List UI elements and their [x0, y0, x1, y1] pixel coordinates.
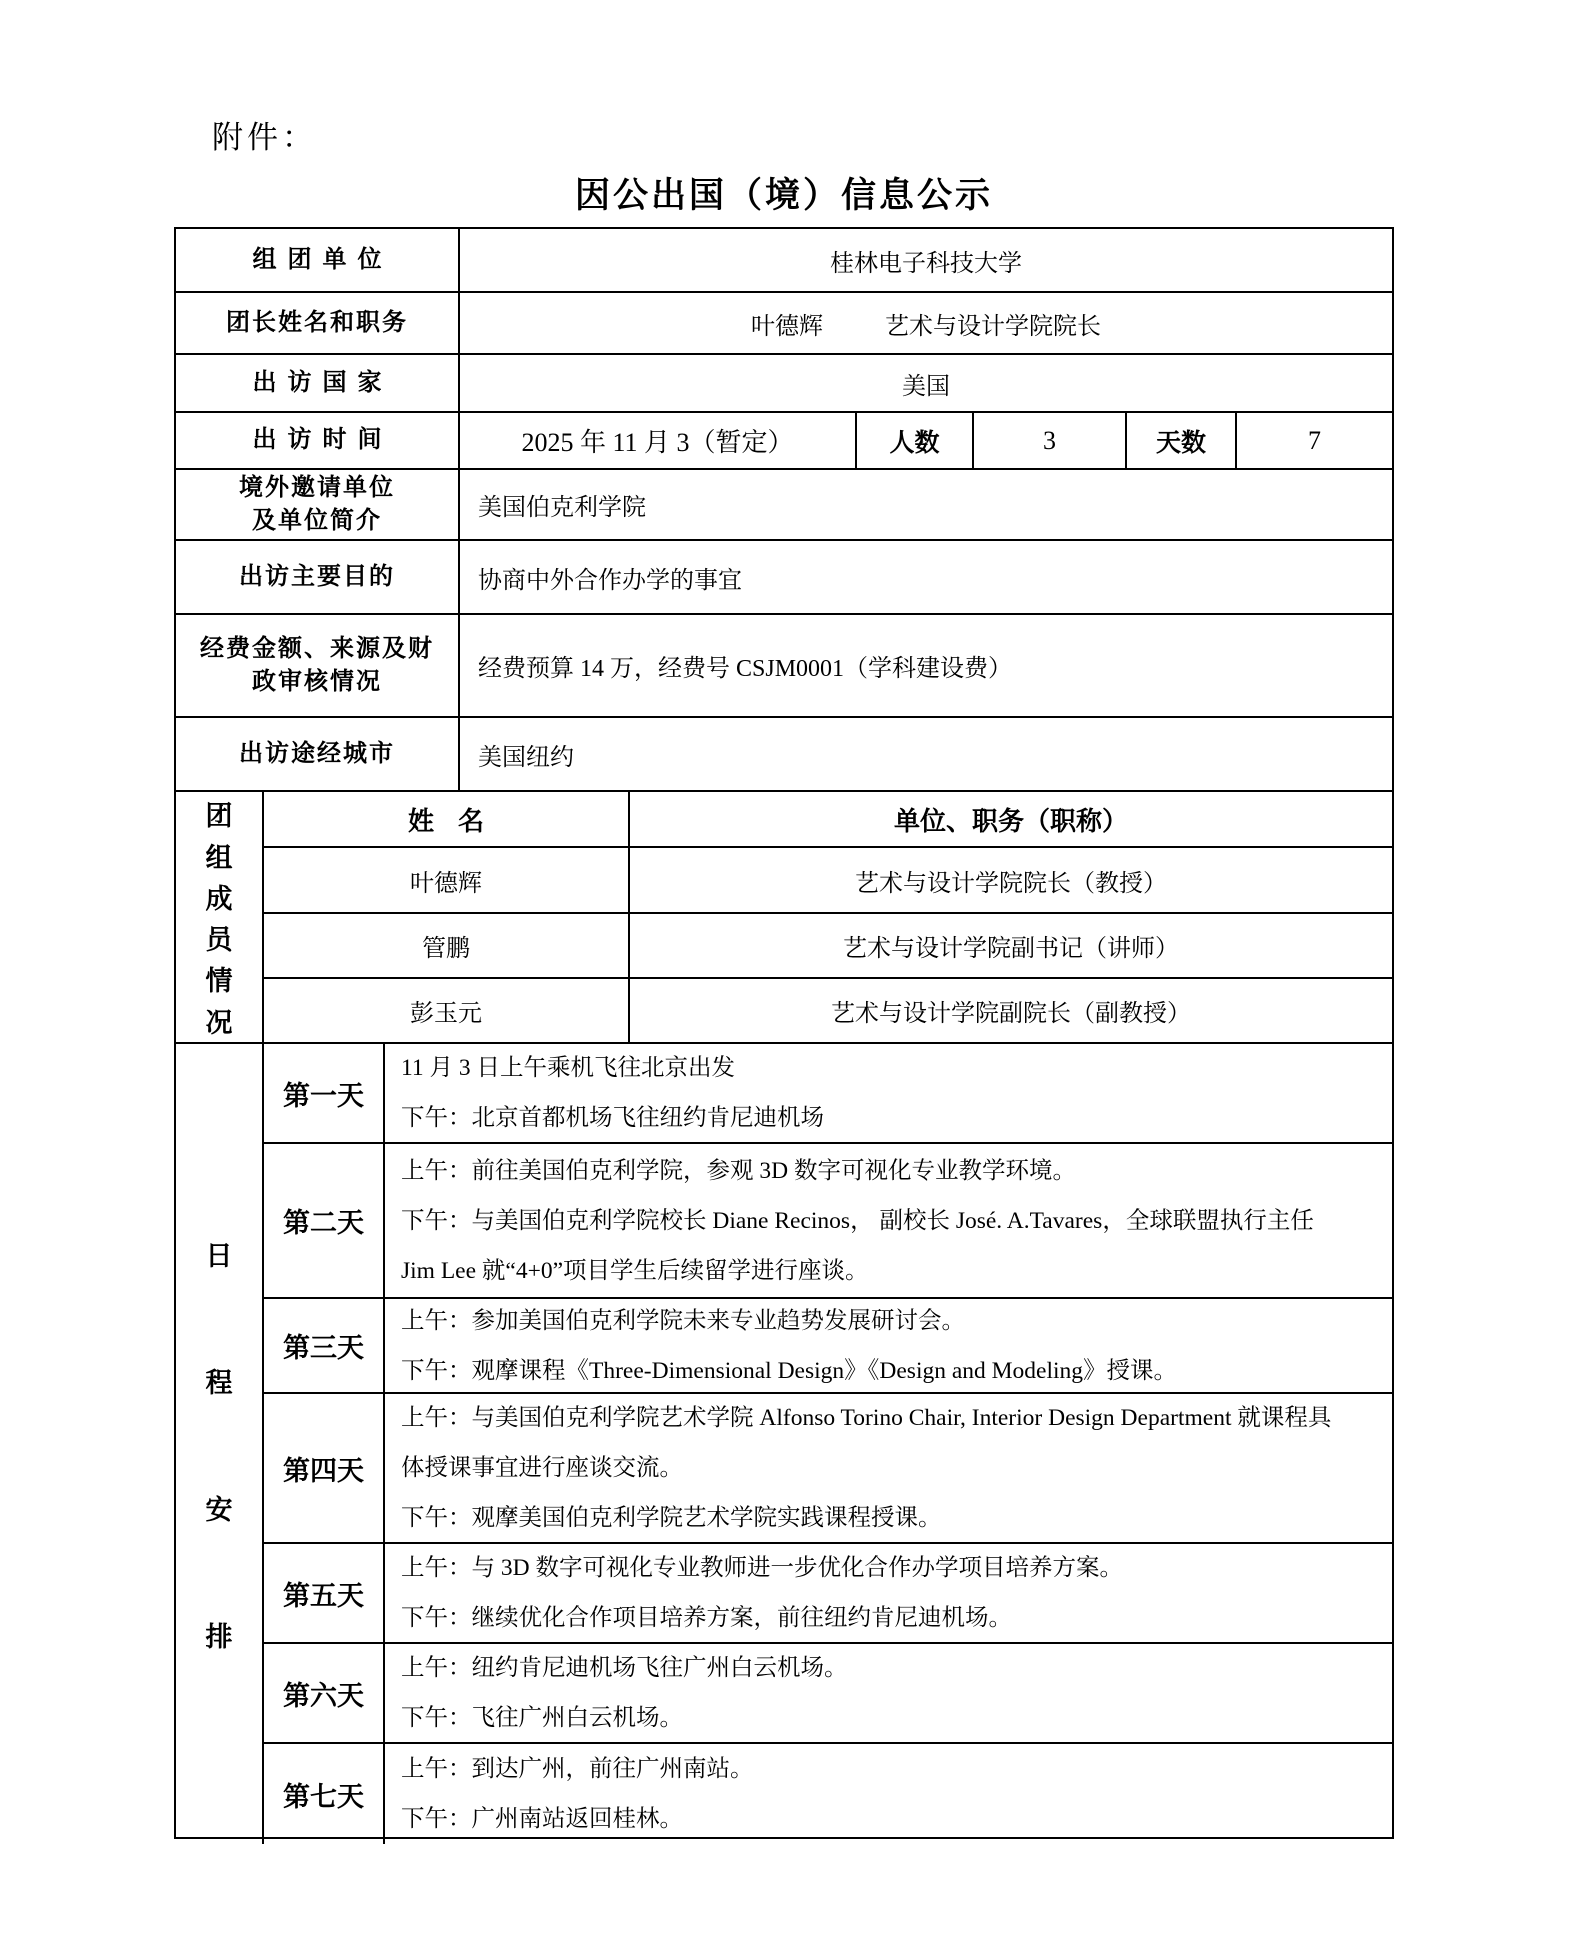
member-name: 叶德辉 [264, 848, 630, 912]
am-line: 上午：到达广州，前往广州南站。 [401, 1756, 754, 1782]
budget-label: 经费金额、来源及财 政审核情况 [176, 615, 460, 716]
day-content [385, 1144, 1392, 1297]
schedule-row-day5 [264, 1544, 1392, 1644]
day-content [385, 1299, 1392, 1392]
member-title: 艺术与设计学院院长（教授） [855, 870, 1167, 897]
leader-label: 团长姓名和职务 [176, 293, 460, 353]
schedule-row-day3 [264, 1299, 1392, 1394]
transit-cities-value: 美国纽约 [478, 744, 574, 771]
members-group-label: 团 组 成 员 情 况 [176, 792, 264, 1042]
leader-value [460, 293, 1392, 353]
days-count-label: 天数 [1127, 413, 1237, 468]
row-inviting-unit [176, 470, 1392, 541]
day-label: 第七天 [264, 1744, 385, 1844]
section-schedule [176, 1044, 1392, 1844]
days-count-value: 7 [1308, 425, 1321, 455]
am-line: 上午：与美国伯克利学院艺术学院 Alfonso Torino Chair, Interior Design Department 就课程具体授课事宜进行座谈交流。 [401, 1405, 1332, 1481]
pm-line: 下午：继续优化合作项目培养方案，前往纽约肯尼迪机场。 [401, 1605, 1012, 1631]
schedule-row-day1 [264, 1044, 1392, 1144]
am-line: 11 月 3 日上午乘机飞往北京出发 [401, 1055, 736, 1081]
member-row [264, 848, 1392, 914]
pm-line: 下午：飞往广州白云机场。 [401, 1705, 683, 1731]
schedule-row-day6 [264, 1644, 1392, 1744]
member-name: 彭玉元 [264, 979, 630, 1042]
member-row [264, 979, 1392, 1042]
transit-cities-label: 出访途经城市 [176, 718, 460, 790]
member-row [264, 914, 1392, 979]
member-name: 管鹏 [264, 914, 630, 977]
organizing-unit-label: 组团单位 [176, 229, 460, 291]
members-header-row [264, 792, 1392, 848]
section-members [176, 792, 1392, 1044]
people-count-value: 3 [974, 413, 1127, 468]
leader-title: 艺术与设计学院院长 [885, 313, 1101, 340]
member-title: 艺术与设计学院副院长（副教授） [831, 1001, 1191, 1027]
row-budget [176, 615, 1392, 718]
pm-line: 下午：广州南站返回桂林。 [401, 1806, 683, 1832]
day-content [385, 1544, 1392, 1642]
member-title-header: 单位、职务（职称） [893, 805, 1128, 836]
day-content [385, 1644, 1392, 1742]
people-count-label: 人数 [857, 413, 974, 468]
day-content [385, 1044, 1392, 1142]
row-destination-country [176, 355, 1392, 413]
schedule-row-day7 [264, 1744, 1392, 1844]
travel-time-label: 出访时间 [176, 413, 460, 468]
main-purpose-label: 出访主要目的 [176, 541, 460, 613]
inviting-unit-value: 美国伯克利学院 [478, 495, 646, 521]
schedule-row-day2 [264, 1144, 1392, 1299]
destination-country-value: 美国 [902, 373, 950, 400]
destination-country-label: 出访国家 [176, 355, 460, 411]
am-line: 上午：与 3D 数字可视化专业教师进一步优化合作办学项目培养方案。 [401, 1555, 1123, 1581]
day-label: 第三天 [264, 1299, 385, 1392]
member-name-header: 姓名 [264, 792, 630, 846]
main-purpose-value: 协商中外合作办学的事宜 [478, 567, 742, 594]
day-content [385, 1394, 1392, 1542]
day-label: 第四天 [264, 1394, 385, 1542]
inviting-unit-label: 境外邀请单位 及单位简介 [176, 470, 460, 539]
page-title: 因公出国（境）信息公示 [574, 176, 993, 215]
row-leader [176, 293, 1392, 355]
schedule-group-label: 日 程 安 排 [176, 1044, 264, 1844]
row-organizing-unit [176, 229, 1392, 293]
row-travel-time [176, 413, 1392, 470]
attachment-label: 附件： [212, 120, 317, 155]
day-label: 第六天 [264, 1644, 385, 1742]
row-main-purpose [176, 541, 1392, 615]
info-table [174, 227, 1394, 1839]
day-label: 第五天 [264, 1544, 385, 1642]
pm-line: 下午：与美国伯克利学院校长 Diane Recinos， 副校长 José. A.Tavares，全球联盟执行主任 Jim Lee 就“4+0”项目学生后续留学进行座谈。 [401, 1207, 1314, 1284]
travel-time-value: 2025 年 11 月 3（暂定） [460, 413, 857, 468]
day-label: 第二天 [264, 1144, 385, 1297]
leader-name: 叶德辉 [751, 313, 823, 340]
day-content [385, 1744, 1392, 1844]
pm-line: 下午：观摩美国伯克利学院艺术学院实践课程授课。 [401, 1505, 942, 1531]
pm-line: 下午：北京首都机场飞往纽约肯尼迪机场 [401, 1105, 824, 1131]
am-line: 上午：纽约肯尼迪机场飞往广州白云机场。 [401, 1655, 848, 1681]
am-line: 上午：参加美国伯克利学院未来专业趋势发展研讨会。 [401, 1307, 965, 1334]
day-label: 第一天 [264, 1044, 385, 1142]
row-transit-cities [176, 718, 1392, 792]
budget-value: 经费预算 14 万，经费号 CSJM0001（学科建设费） [478, 656, 1013, 682]
schedule-row-day4 [264, 1394, 1392, 1544]
pm-line: 下午：观摩课程《Three-Dimensional Design》《Design and Modeling》授课。 [401, 1357, 1178, 1384]
member-title: 艺术与设计学院副书记（讲师） [843, 936, 1179, 962]
am-line: 上午：前往美国伯克利学院，参观 3D 数字可视化专业教学环境。 [401, 1157, 1076, 1184]
organizing-unit-value: 桂林电子科技大学 [830, 250, 1022, 277]
